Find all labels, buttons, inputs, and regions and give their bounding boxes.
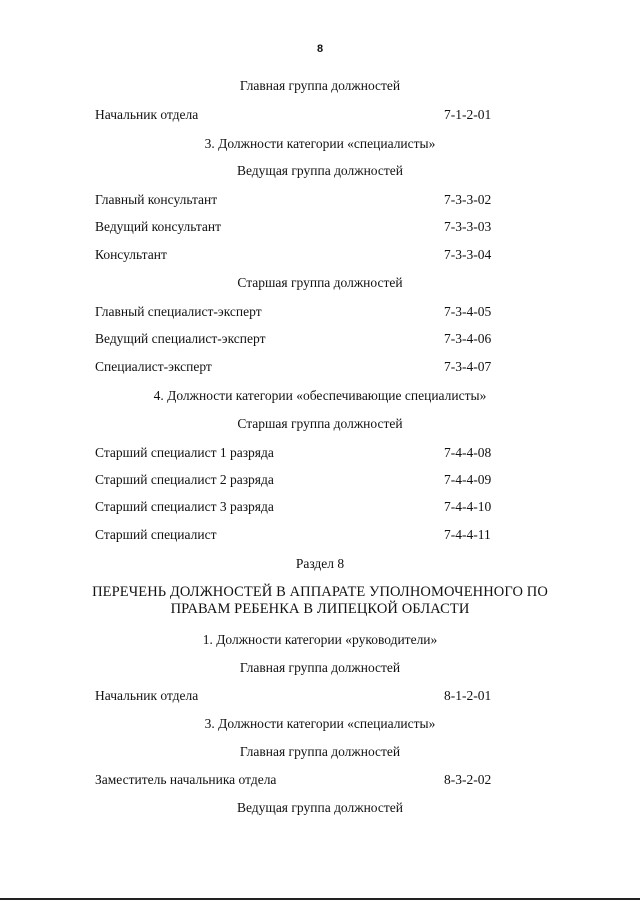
page-number: 8 xyxy=(316,43,324,55)
group-heading: Главная группа должностей xyxy=(239,660,401,675)
position-name: Старший специалист 1 разряда xyxy=(95,445,274,460)
position-name: Старший специалист 3 разряда xyxy=(95,499,274,514)
position-code: 7-4-4-10 xyxy=(444,499,492,514)
position-code: 7-3-4-06 xyxy=(444,331,492,346)
group-heading: Старшая группа должностей xyxy=(237,275,403,290)
position-name: Заместитель начальника отдела xyxy=(95,772,277,787)
position-code: 7-3-4-07 xyxy=(444,359,492,374)
position-name: Консультант xyxy=(95,247,167,262)
position-name: Главный специалист-эксперт xyxy=(95,304,262,319)
group-heading: Ведущая группа должностей xyxy=(236,163,403,178)
position-name: Начальник отдела xyxy=(95,688,199,703)
section-title: ПРАВАМ РЕБЕНКА В ЛИПЕЦКОЙ ОБЛАСТИ xyxy=(170,601,470,617)
position-name: Ведущий консультант xyxy=(95,219,222,234)
group-heading: 1. Должности категории «руководители» xyxy=(202,632,438,647)
position-code: 8-1-2-01 xyxy=(444,688,492,703)
position-code: 7-4-4-08 xyxy=(444,445,492,460)
position-code: 7-1-2-01 xyxy=(444,107,492,122)
section-title: ПЕРЕЧЕНЬ ДОЛЖНОСТЕЙ В АППАРАТЕ УПОЛНОМОЧЕННОГО ПО xyxy=(92,584,548,600)
position-name: Начальник отдела xyxy=(95,107,199,122)
position-name: Специалист-эксперт xyxy=(95,359,212,374)
position-code: 7-3-4-05 xyxy=(444,304,492,319)
group-heading: Главная группа должностей xyxy=(239,744,401,759)
position-code: 7-3-3-03 xyxy=(444,219,492,234)
group-heading: Ведущая группа должностей xyxy=(236,800,403,815)
group-heading: Старшая группа должностей xyxy=(237,416,403,431)
group-heading: 3. Должности категории «специалисты» xyxy=(204,136,436,151)
group-heading: Главная группа должностей xyxy=(239,78,401,93)
position-name: Старший специалист xyxy=(95,527,217,542)
group-heading: 3. Должности категории «специалисты» xyxy=(204,716,436,731)
position-name: Ведущий специалист-эксперт xyxy=(95,331,266,346)
bottom-rule xyxy=(0,898,640,900)
position-code: 7-4-4-11 xyxy=(444,527,491,542)
position-code: 7-4-4-09 xyxy=(444,472,492,487)
position-name: Старший специалист 2 разряда xyxy=(95,472,274,487)
group-heading: 4. Должности категории «обеспечивающие специалисты» xyxy=(153,388,487,403)
group-heading: Раздел 8 xyxy=(295,556,345,571)
position-code: 7-3-3-04 xyxy=(444,247,492,262)
position-name: Главный консультант xyxy=(95,192,218,207)
position-code: 8-3-2-02 xyxy=(444,772,492,787)
position-code: 7-3-3-02 xyxy=(444,192,492,207)
